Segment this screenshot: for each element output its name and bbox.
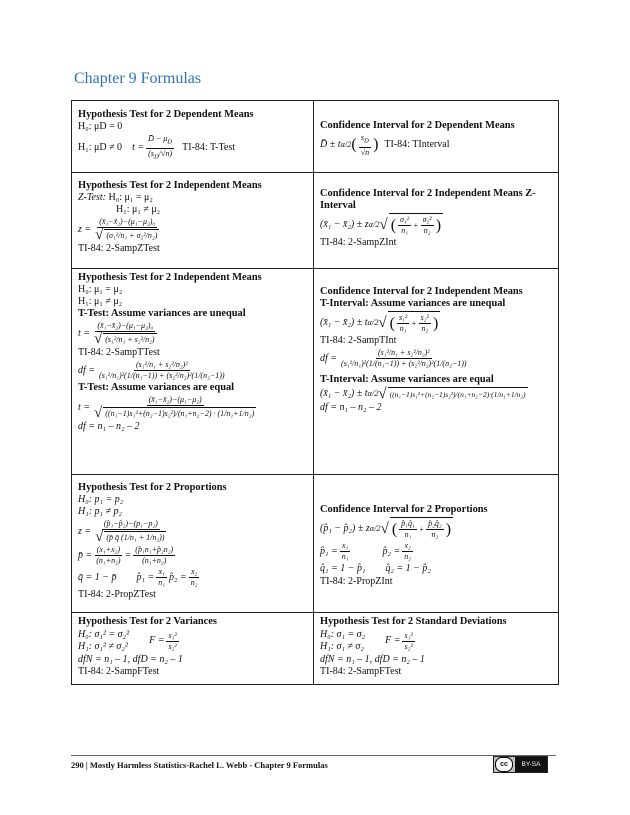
alt-hypothesis: H₁: μ₁ ≠ μ₂ <box>78 296 123 307</box>
cell-proportions-test <box>72 475 314 613</box>
cell-independent-means-t-test <box>72 269 314 475</box>
p-hat-formulas: p̂₁ = x₁ n₁ p̂₂ = x₂ n₂ <box>320 541 412 561</box>
ti84-label: TI-84: 2-PropZInt <box>320 576 393 587</box>
null-hypothesis: H₀: μD = 0 <box>78 121 123 132</box>
cc-icon: cc <box>495 757 513 772</box>
cell-independent-means-z-ci <box>314 173 559 269</box>
ci-formula: D̄ ± t α/2 ( $s_D$ √n ) TI-84: TInterval <box>320 133 450 157</box>
cell-dependent-means-ci <box>314 101 559 173</box>
z-interval-formula: (x̄₁ − x̄₂) ± z α/2 √ ( σ₁² n₁ + σ₂² n₂ ) <box>320 215 442 235</box>
q-bar-formula: q̄ = 1 − p̄ p̂₁ = x₁ n₁ p̂₂ = x₂ n₂ <box>78 567 198 587</box>
df-equal: df = n₁ – n₂ – 2 <box>320 402 382 413</box>
ti84-label: TI-84: 2-SampFTest <box>320 666 402 677</box>
cell-proportions-ci <box>314 475 559 613</box>
degrees-of-freedom: dfN = n₁ – 1, dfD = n₂ – 1 <box>320 654 425 665</box>
ti84-label: TI-84: 2-SampTTest <box>78 347 160 358</box>
cell-title: Hypothesis Test for 2 Proportions <box>78 482 227 493</box>
t-interval-unequal-formula: (x̄₁ − x̄₂) ± t α/2 √ ( s₁² n₁ + s₂² n₂ ) <box>320 313 439 333</box>
license-badge <box>493 756 548 773</box>
t-interval-equal-formula: (x̄₁ − x̄₂) ± t α/2 √ ((n₁−1)s₁²+(n₂−1)s₂²)/(n₁+n₂−2)·(1/n₁+1/n₂) <box>320 386 526 402</box>
ti84-label: TI-84: 2-PropZTest <box>78 589 156 600</box>
cell-standard-deviations-test <box>314 613 559 685</box>
z-statistic-formula: z = (p̂₁−p̂₂)−(p₁−p₂) √ (p̄ q̄ (1/n₁ + 1/n₂)) <box>78 519 165 545</box>
cell-title: Confidence Interval for 2 Proportions <box>320 504 488 515</box>
cell-title: Confidence Interval for 2 Independent Means Z-Interval <box>320 188 536 211</box>
z-interval-formula: (p̂₁ − p̂₂) ± z α/2 √ ( p̂₁q̂₁ n₁ + p̂₂q̂₂ n₂ ) <box>320 519 452 539</box>
license-label: BY-SA <box>515 757 547 772</box>
cell-title: Confidence Interval for 2 Dependent Means <box>320 120 515 131</box>
ti84-label: TI-84: 2-SampFTest <box>78 666 160 677</box>
cell-title: Hypothesis Test for 2 Variances <box>78 616 217 627</box>
pooled-proportion-formula: p̄ = (x₁+x₂) (n₁+n₂) = (p̂₁n₁+p̂₂n₂) (n₁+n₂) <box>78 545 174 565</box>
z-statistic-formula: z = (x̄₁−x̄₂)−(μ₁−μ₂)₀ √ (σ₁²/n₁ + σ₂²/n₂) <box>78 217 158 243</box>
t-statistic-unequal-formula: t = (x̄₁−x̄₂)−(μ₁−μ₂)₀ √ (s₁²/n₁ + s₂²/n₂) <box>78 321 155 347</box>
cell-title: Confidence Interval for 2 Independent Means <box>320 286 523 297</box>
alt-hypothesis: H₁: σ₁ ≠ σ₂ <box>320 641 364 652</box>
ti84-label: TI-84: 2-SampTInt <box>320 335 397 346</box>
equal-variances-heading: T-Interval: Assume variances are equal <box>320 374 494 385</box>
formula-table <box>71 100 559 685</box>
ti84-label: TI-84: 2-SampZInt <box>320 237 397 248</box>
cell-title: Hypothesis Test for 2 Independent Means <box>78 272 262 283</box>
null-hypothesis: H₀: μ₁ = μ₂ <box>78 284 123 295</box>
null-hypothesis: H₀: σ₁ = σ₂ <box>320 629 366 640</box>
equal-variances-heading: T-Test: Assume variances are equal <box>78 382 235 393</box>
df-formula: df = (s₁²/n₁ + s₂²/n₂)² (s₁²/n₁)²(1/(n₁−1)) + (s₂²/n₂)²(1/(n₂−1)) <box>320 348 467 368</box>
cell-title: Hypothesis Test for 2 Independent Means <box>78 180 262 191</box>
alt-hypothesis: H₁: μD ≠ 0 <box>78 142 123 154</box>
t-test-statistic-formula: H₁: μD ≠ 0 t = D̄ − $\mu_D$ $(s_D/√n)$ TI-84: T-Test <box>78 134 236 161</box>
q-hat-formulas: q̂₁ = 1 − p̂₁ q̂₂ = 1 − p̂₂ <box>320 563 431 574</box>
null-hypothesis: H₀: p₁ = p₂ <box>78 494 124 505</box>
null-hypothesis: H₀: μ₁ = μ₂ <box>108 192 153 203</box>
cell-dependent-means-test <box>72 101 314 173</box>
alt-hypothesis: H₁: p₁ ≠ p₂ <box>78 506 122 517</box>
cell-independent-means-z-test <box>72 173 314 269</box>
footer-rule <box>71 755 556 756</box>
t-statistic-equal-formula: t = (x̄₁−x̄₂)−(μ₁−μ₂) √ ((n₁−1)s₁²+(n₂−1)s₂²)/(n₁+n₂−2) · (1/n₁+1/n₂) <box>78 395 255 421</box>
cell-title: Hypothesis Test for 2 Standard Deviations <box>320 616 507 627</box>
z-test-label: Z-Test: <box>78 192 106 203</box>
ti84-label: TI-84: TInterval <box>384 139 450 151</box>
ti84-label: TI-84: T-Test <box>182 142 236 154</box>
ti84-label: TI-84: 2-SampZTest <box>78 243 160 254</box>
unequal-variances-heading: T-Interval: Assume variances are unequal <box>320 298 506 309</box>
cell-variances-test <box>72 613 314 685</box>
page-title: Chapter 9 Formulas <box>74 70 202 87</box>
cell-title: Hypothesis Test for 2 Dependent Means <box>78 109 254 120</box>
variance-hypotheses: H₀: σ₁² = σ₂² H₁: σ₁² ≠ σ₂² F = s₁² s₂² <box>78 629 177 652</box>
df-formula: df = (s₁²/n₁ + s₂²/n₂)² (s₁²/n₁)²(1/(n₁−1)) + (s₂²/n₂)²(1/(n₂−1)) <box>78 360 225 380</box>
alt-hypothesis: H₁: μ₁ ≠ μ₂ <box>116 204 161 215</box>
cell-independent-means-t-ci <box>314 269 559 475</box>
footer-text: 290 | Mostly Harmless Statistics-Rachel L. Webb - Chapter 9 Formulas <box>71 760 328 770</box>
unequal-variances-heading: T-Test: Assume variances are unequal <box>78 308 246 319</box>
df-equal: df = n₁ – n₂ – 2 <box>78 421 140 432</box>
degrees-of-freedom: dfN = n₁ – 1, dfD = n₂ – 1 <box>78 654 183 665</box>
sd-hypotheses: H₀: σ₁ = σ₂ H₁: σ₁ ≠ σ₂ F = s₁² s₂² <box>320 629 413 652</box>
